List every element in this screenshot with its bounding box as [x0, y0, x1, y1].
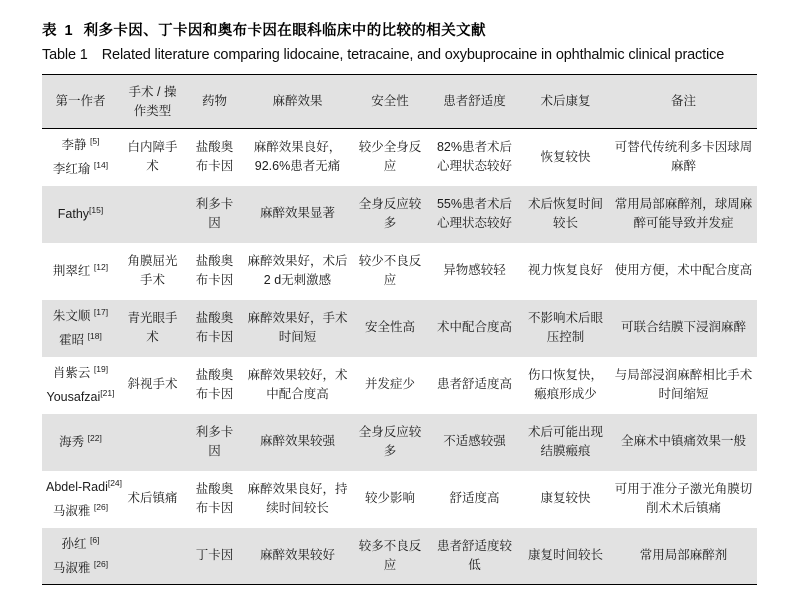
cell-effect: 麻醉效果显著 [243, 186, 352, 243]
cell-authors [42, 300, 119, 357]
author-name: Fathy[15] [57, 204, 104, 221]
column-header-drug: 药物 [186, 75, 243, 129]
author-name: Abdel-Radi[24] [46, 477, 123, 494]
author-name: 肖紫云 [19] [52, 363, 109, 380]
author-name: 李红瑜 [14] [52, 160, 109, 177]
cell-notes: 全麻术中镇痛效果一般 [610, 414, 757, 471]
citation-ref: [18] [87, 330, 102, 341]
cell-surgery [119, 186, 186, 243]
table-title-en [42, 46, 800, 66]
cell-surgery: 斜视手术 [127, 377, 178, 392]
author-name: 霍昭 [18] [59, 330, 102, 348]
table-row [42, 471, 757, 528]
cell-comfort: 异物感较轻 [443, 263, 506, 278]
cell-notes: 常用局部麻醉剂，球周麻醉可能导致并发症 [610, 186, 757, 243]
cell-authors [42, 528, 119, 585]
cell-recovery: 术后恢复时间较长 [521, 186, 610, 243]
column-header-postop-recovery: 术后康复 [521, 75, 610, 129]
table-row [42, 243, 757, 300]
cell-comfort: 舒适度高 [449, 491, 500, 506]
cell-safety: 并发症少 [364, 377, 415, 392]
cell-drug: 利多卡因 [186, 414, 243, 471]
cell-recovery: 视力恢复良好 [527, 263, 603, 278]
cell-recovery: 不影响术后眼压控制 [521, 300, 610, 357]
cell-effect: 麻醉效果好，手术时间短 [243, 300, 352, 357]
column-header-anesthetic-effect: 麻醉效果 [243, 75, 352, 129]
citation-ref: [6] [90, 534, 100, 545]
cell-recovery: 恢复较快 [540, 149, 591, 164]
cell-drug: 盐酸奥布卡因 [195, 481, 234, 516]
citation-ref: [5] [90, 135, 100, 146]
cell-effect: 麻醉效果好，术后 2 d无刺激感 [247, 253, 348, 288]
cell-effect: 麻醉效果较好 [243, 528, 352, 585]
cell-drug: 盐酸奥布卡因 [186, 300, 243, 357]
cell-surgery: 白内障手术 [127, 140, 178, 174]
column-header-notes: 备注 [610, 75, 757, 129]
cell-drug: 盐酸奥布卡因 [195, 253, 234, 288]
citation-ref: [15] [89, 204, 104, 215]
citation-ref: [26] [93, 501, 109, 512]
cell-notes: 常用局部麻醉剂 [610, 528, 757, 585]
author-name: 马淑雅 [26] [52, 501, 109, 519]
author-name: 海秀 [22] [59, 432, 102, 449]
column-header-patient-comfort: 患者舒适度 [428, 75, 521, 129]
citation-ref: [26] [93, 558, 109, 569]
citation-ref: [14] [93, 160, 109, 171]
cell-notes: 可联合结膜下浸润麻醉 [610, 300, 757, 357]
cell-safety: 全身反应较多 [352, 414, 428, 471]
header-row [42, 75, 757, 129]
cell-notes: 可用于准分子激光角膜切削术术后镇痛 [614, 481, 753, 516]
author-name: 马淑雅 [26] [52, 558, 109, 575]
table-number-en: Table 1 [42, 46, 88, 63]
cell-drug: 盐酸奥布卡因 [195, 140, 234, 174]
cell-surgery: 术后镇痛 [127, 491, 178, 506]
table-row [42, 300, 757, 357]
author-name: Yousafzai[21] [46, 387, 115, 405]
table-number-cn: 表 1 [42, 23, 75, 39]
column-header-surgery-type: 手术 / 操作类型 [119, 75, 186, 129]
cell-recovery: 康复较快 [540, 491, 591, 506]
cell-authors [42, 243, 119, 300]
column-header-first-author: 第一作者 [42, 75, 119, 129]
cell-safety: 较少不良反应 [358, 253, 422, 288]
citation-ref: [17] [93, 306, 109, 317]
cell-effect: 麻醉效果良好，92.6%患者无痛 [253, 140, 342, 174]
table-body [42, 129, 757, 585]
cell-surgery: 角膜屈光手术 [127, 253, 178, 288]
cell-safety: 较少全身反应 [358, 140, 422, 174]
author-name: 荆翠红 [12] [52, 261, 109, 278]
literature-comparison-table [42, 74, 757, 585]
cell-comfort: 82%患者术后心理状态较好 [436, 140, 513, 174]
author-name: 朱文顺 [17] [52, 306, 109, 323]
author-name: 李静 [5] [61, 135, 100, 152]
cell-surgery: 青光眼手术 [119, 300, 186, 357]
cell-drug: 丁卡因 [186, 528, 243, 585]
cell-comfort: 患者舒适度较低 [428, 528, 521, 585]
cell-recovery: 伤口恢复快，瘢痕形成少 [527, 367, 603, 402]
cell-authors [42, 357, 119, 414]
cell-effect: 麻醉效果较好，术中配合度高 [247, 367, 348, 402]
cell-comfort: 患者舒适度高 [436, 377, 512, 392]
cell-safety: 全身反应较多 [352, 186, 428, 243]
table-row [42, 528, 757, 585]
citation-ref: [12] [93, 261, 109, 272]
author-name: 孙红 [6] [61, 534, 100, 551]
cell-authors [42, 414, 119, 471]
citation-ref: [24] [107, 477, 123, 488]
cell-effect: 麻醉效果良好，持续时间较长 [247, 481, 348, 516]
cell-effect: 麻醉效果较强 [243, 414, 352, 471]
cell-safety: 较多不良反应 [352, 528, 428, 585]
cell-notes: 使用方便，术中配合度高 [614, 263, 753, 278]
table-title-cn-text: 利多卡因、丁卡因和奥布卡因在眼科临床中的比较的相关文献 [83, 23, 486, 39]
cell-authors [42, 471, 123, 528]
cell-surgery [119, 414, 186, 471]
table-title-cn [42, 22, 800, 42]
cell-safety: 较少影响 [364, 491, 415, 506]
cell-recovery: 康复时间较长 [521, 528, 610, 585]
cell-comfort: 不适感较强 [428, 414, 521, 471]
table-row [42, 186, 757, 243]
cell-notes: 可替代传统利多卡因球周麻醉 [614, 140, 753, 174]
cell-safety: 安全性高 [352, 300, 428, 357]
table-row [42, 414, 757, 471]
cell-notes: 与局部浸润麻醉相比手术时间缩短 [614, 367, 753, 402]
cell-comfort: 55%患者术后心理状态较好 [428, 186, 521, 243]
cell-recovery: 术后可能出现结膜瘢痕 [521, 414, 610, 471]
citation-ref: [19] [93, 363, 109, 374]
table-row [42, 357, 757, 414]
cell-authors [42, 129, 119, 186]
citation-ref: [21] [100, 387, 115, 398]
table-row [42, 129, 757, 186]
column-header-safety: 安全性 [352, 75, 428, 129]
cell-drug: 利多卡因 [186, 186, 243, 243]
cell-authors [42, 186, 119, 243]
cell-comfort: 术中配合度高 [428, 300, 521, 357]
table-title-en-text: Related literature comparing lidocaine, tetracaine, and oxybuprocaine in ophthalmic clinical practice [101, 46, 725, 63]
cell-surgery [119, 528, 186, 585]
citation-ref: [22] [87, 432, 102, 443]
cell-drug: 盐酸奥布卡因 [195, 367, 234, 402]
